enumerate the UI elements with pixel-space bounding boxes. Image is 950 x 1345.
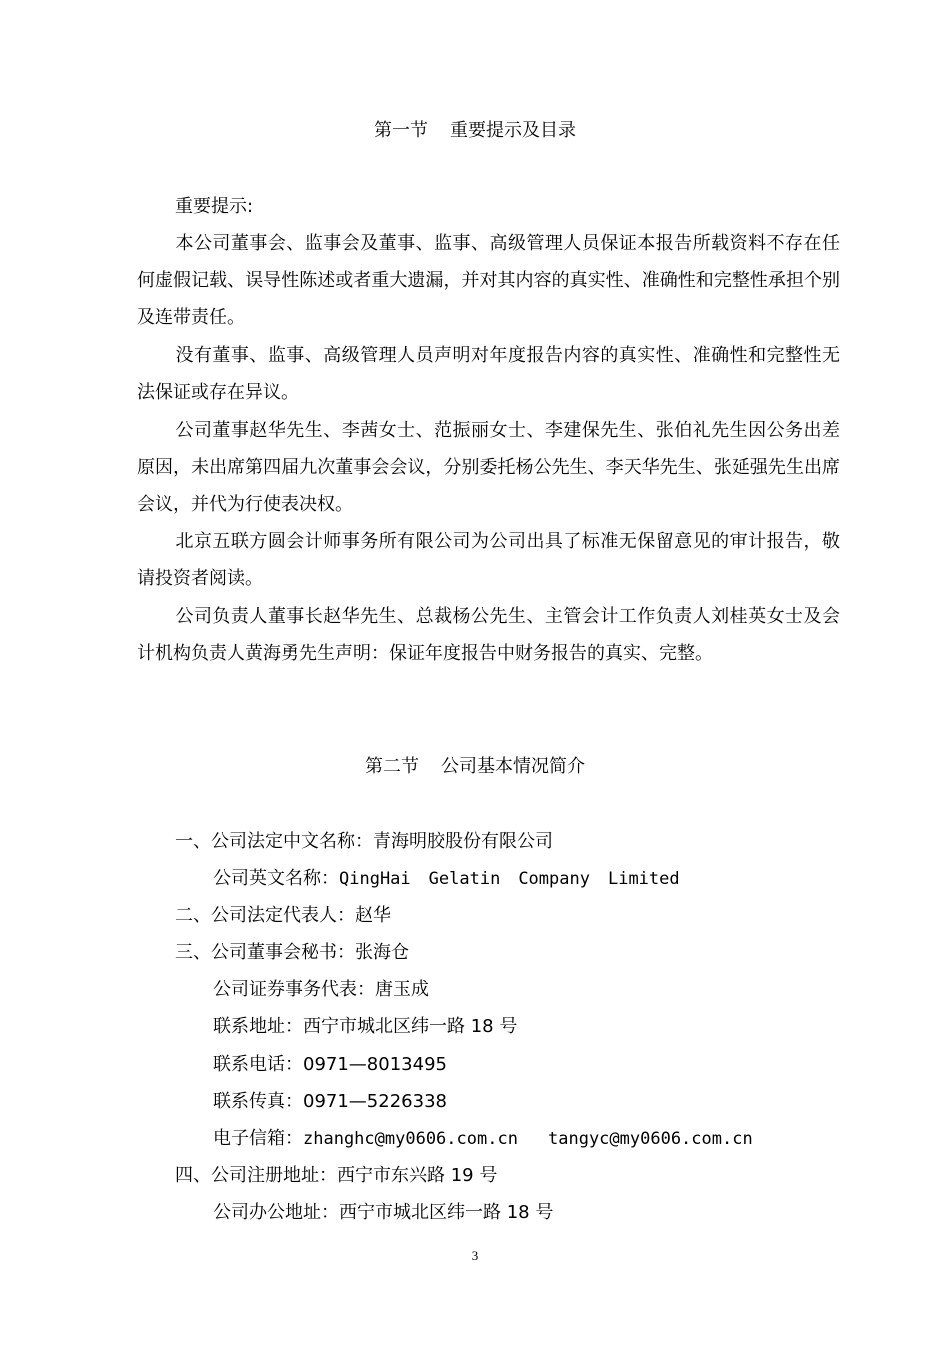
notice-paragraph-3: 公司董事赵华先生、李茜女士、范振丽女士、李建保先生、张伯礼先生因公务出差原因，未出席第四届九次董事会会议，分别委托杨公先生、李天华先生、张延强先生出席会议，并代为行使表决权。 — [137, 420, 840, 515]
email-2: tangyc@my0606.com.cn — [548, 1129, 753, 1149]
legal-rep-line: 二、公司法定代表人：赵华 — [175, 905, 391, 926]
notice-paragraph-5: 公司负责人董事长赵华先生、总裁杨公先生、主管会计工作负责人刘桂英女士及会计机构负责人黄海勇先生声明：保证年度报告中财务报告的真实、完整。 — [137, 606, 840, 664]
page-number: 3 — [471, 1248, 479, 1263]
chinese-name-line: 一、公司法定中文名称：青海明胶股份有限公司 — [175, 831, 553, 852]
section2-heading-num: 第二节 — [365, 756, 419, 777]
email-line: 电子信箱：zhanghc@my0606.com.cn — [213, 1128, 518, 1149]
email-1: zhanghc@my0606.com.cn — [303, 1129, 518, 1149]
section2-heading-text: 公司基本情况简介 — [441, 756, 585, 777]
notice-paragraph-2: 没有董事、监事、高级管理人员声明对年度报告内容的真实性、准确性和完整性无法保证或存在异议。 — [137, 345, 840, 403]
office-address-line: 公司办公地址：西宁市城北区纬一路 18 号 — [213, 1202, 554, 1223]
notice-paragraph-4: 北京五联方圆会计师事务所有限公司为公司出具了标准无保留意见的审计报告，敬请投资者阅读。 — [137, 531, 840, 589]
registered-address-line: 四、公司注册地址：西宁市东兴路 19 号 — [175, 1165, 498, 1186]
chinese-name-value: 青海明胶股份有限公司 — [373, 831, 553, 852]
contact-address-line: 联系地址：西宁市城北区纬一路 18 号 — [213, 1016, 518, 1037]
section1-heading-num: 第一节 — [374, 120, 428, 141]
board-secretary-line: 三、公司董事会秘书：张海仓 — [175, 942, 409, 963]
english-name-line: 公司英文名称：QingHai Gelatin Company Limited — [213, 868, 680, 889]
section1-heading-text: 重要提示及目录 — [450, 120, 576, 141]
contact-phone-line: 联系电话：0971—8013495 — [213, 1054, 447, 1075]
notice-paragraph-1: 本公司董事会、监事会及董事、监事、高级管理人员保证本报告所载资料不存在任何虚假记载、误导性陈述或者重大遗漏，并对其内容的真实性、准确性和完整性承担个别及连带责任。 — [137, 233, 840, 328]
securities-rep-line: 公司证券事务代表：唐玉成 — [213, 979, 429, 1000]
contact-fax-line: 联系传真：0971—5226338 — [213, 1091, 447, 1112]
notice-label: 重要提示: — [175, 196, 254, 217]
section1-heading — [0, 118, 950, 144]
email-2-line — [548, 1126, 753, 1152]
section2-heading — [0, 754, 950, 780]
